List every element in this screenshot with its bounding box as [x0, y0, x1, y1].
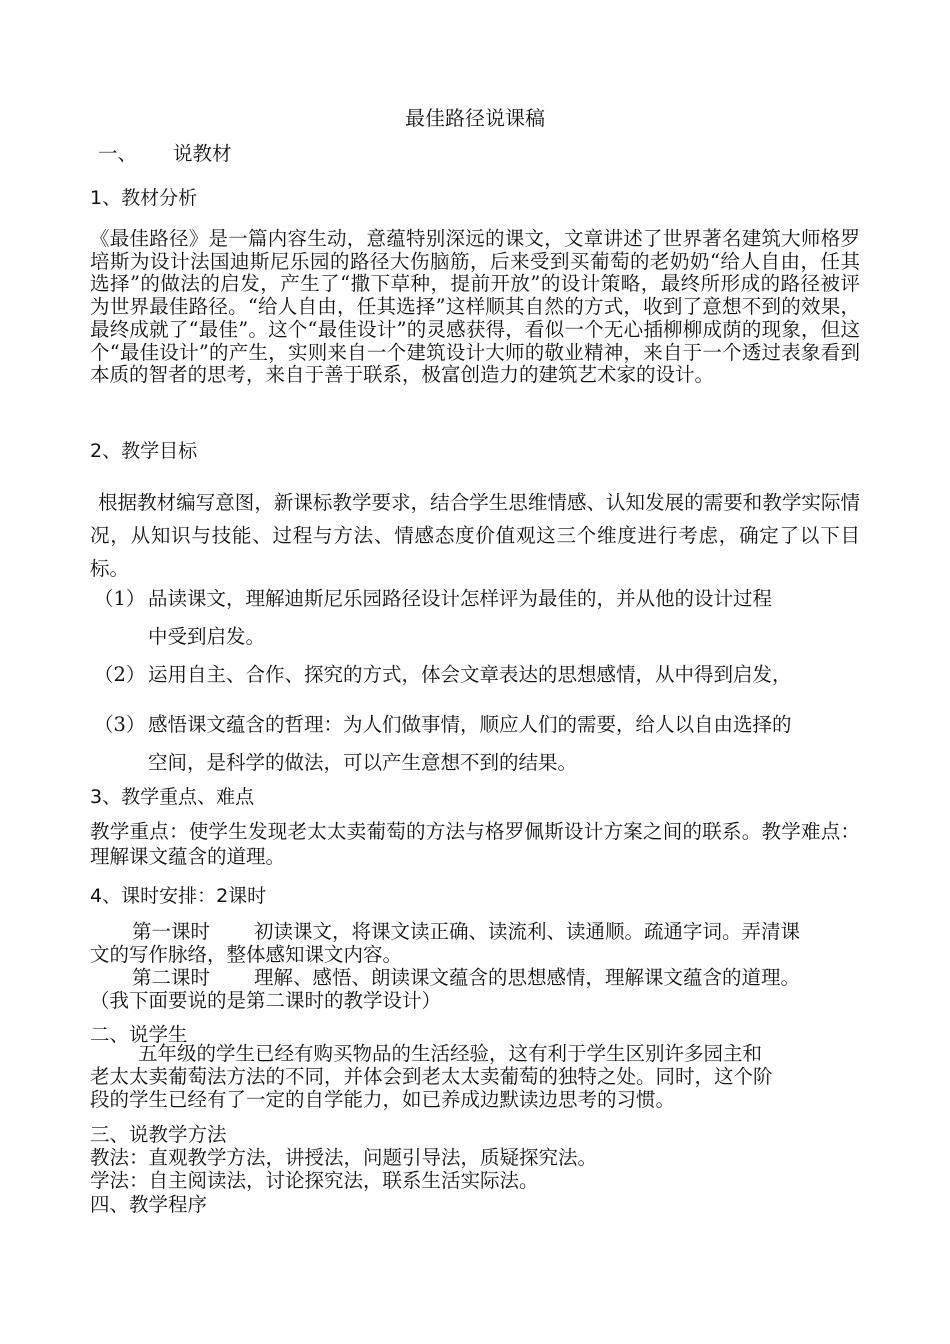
objective-item [94, 580, 874, 656]
paragraph-goals-intro [90, 486, 860, 585]
paragraph-students [90, 1042, 860, 1111]
objective-text-line1: 品读课文，理解迪斯尼乐园路径设计怎样评为最佳的，并从他的设计过程 [148, 587, 773, 610]
document-title: 最佳路径说课稿 [405, 106, 545, 130]
heading-lesson-schedule: 4、课时安排：2课时 [90, 885, 267, 907]
objective-text-line2: 空间，是科学的做法，可以产生意想不到的结果。 [148, 751, 578, 774]
section-heading-students: 二、说学生 [90, 1023, 188, 1046]
objective-item [94, 706, 874, 782]
objective-label: （1） [94, 587, 146, 610]
objective-label: （3） [94, 713, 146, 736]
lesson-two-label: 第二课时 [132, 966, 211, 989]
heading-key-points: 3、教学重点、难点 [90, 786, 255, 808]
objective-item [94, 656, 874, 694]
objective-text-line1: 运用自主、合作、探究的方式，体会文章表达的思想感情，从中得到启发， [148, 663, 792, 686]
paragraph-key-points: 教学重点：使学生发现老太太卖葡萄的方法与格罗佩斯设计方案之间的联系。教学难点：理解课文蕴含的道理。 [90, 820, 860, 868]
lesson-one-text-cont: 文的写作脉络，整体感知课文内容。 [90, 943, 403, 966]
lesson-two-text: 理解、感悟、朗读课文蕴含的思想感情，理解课文蕴含的道理。 [254, 966, 801, 989]
paragraph-textbook-analysis: 《最佳路径》是一篇内容生动，意蕴特别深远的课文，文章讲述了世界著名建筑大师格罗培斯为设计法国迪斯尼乐园的路径大伤脑筋，后来受到买葡萄的老奶奶“给人自由，任其选择”的做法的启发，产生了“撒下草种，提前开放”的设计策略，最终所形成的路径被评为世界最佳路径。“给人自由，任其选择”这样顺其自然的方式，收到了意想不到的效果，最终成就了“最佳”。这个“最佳设计”的灵感获得，看似一个无心插柳柳成荫的现象，但这个“最佳设计”的产生，实则来自一个建筑设计大师的敬业精神，来自于一个透过表象看到本质的智者的思考，来自于善于联系，极富创造力的建筑艺术家的设计。 [90, 227, 860, 387]
section-heading-methods: 三、说教学方法 [90, 1123, 227, 1146]
section-label: 说教材 [173, 142, 232, 165]
students-line: 段的学生已经有了一定的自学能力，如已养成边默读边思考的习惯。 [90, 1088, 676, 1111]
objective-text-line1: 感悟课文蕴含的哲理：为人们做事情，顺应人们的需要，给人以自由选择的 [148, 713, 792, 736]
lesson-two [90, 966, 860, 1012]
section-heading-textbook [90, 138, 860, 166]
students-line: 老太太卖葡萄法方法的不同，并体会到老太太卖葡萄的独特之处。同时，这个阶 [90, 1065, 773, 1088]
lesson-one-label: 第一课时 [132, 920, 211, 943]
lesson-one-text: 初读课文，将课文读正确、读流利、读通顺。疏通字词。弄清课 [254, 920, 801, 943]
heading-textbook-analysis: 1、教材分析 [90, 187, 198, 209]
teaching-method: 教法：直观教学方法，讲授法，问题引导法，质疑探究法。 [90, 1146, 598, 1169]
lesson-two-note: （我下面要说的是第二课时的教学设计） [90, 989, 442, 1012]
objective-label: （2） [94, 663, 146, 686]
section-heading-procedure: 四、教学程序 [90, 1193, 208, 1216]
learning-method: 学法：自主阅读法，讨论探究法，联系生活实际法。 [90, 1169, 539, 1192]
students-line: 五年级的学生已经有购买物品的生活经验，这有利于学生区别许多园主和 [138, 1042, 763, 1065]
objective-text-line2: 中受到启发。 [148, 625, 266, 648]
goals-intro-text: 根据教材编写意图，新课标教学要求，结合学生思维情感、认知发展的需要和教学实际情况，从知识与技能、过程与方法、情感态度价值观这三个维度进行考虑，确定了以下目标。 [90, 491, 860, 580]
heading-teaching-goals: 2、教学目标 [90, 440, 198, 462]
lesson-one [90, 920, 860, 966]
section-number: 一、 [98, 142, 138, 165]
